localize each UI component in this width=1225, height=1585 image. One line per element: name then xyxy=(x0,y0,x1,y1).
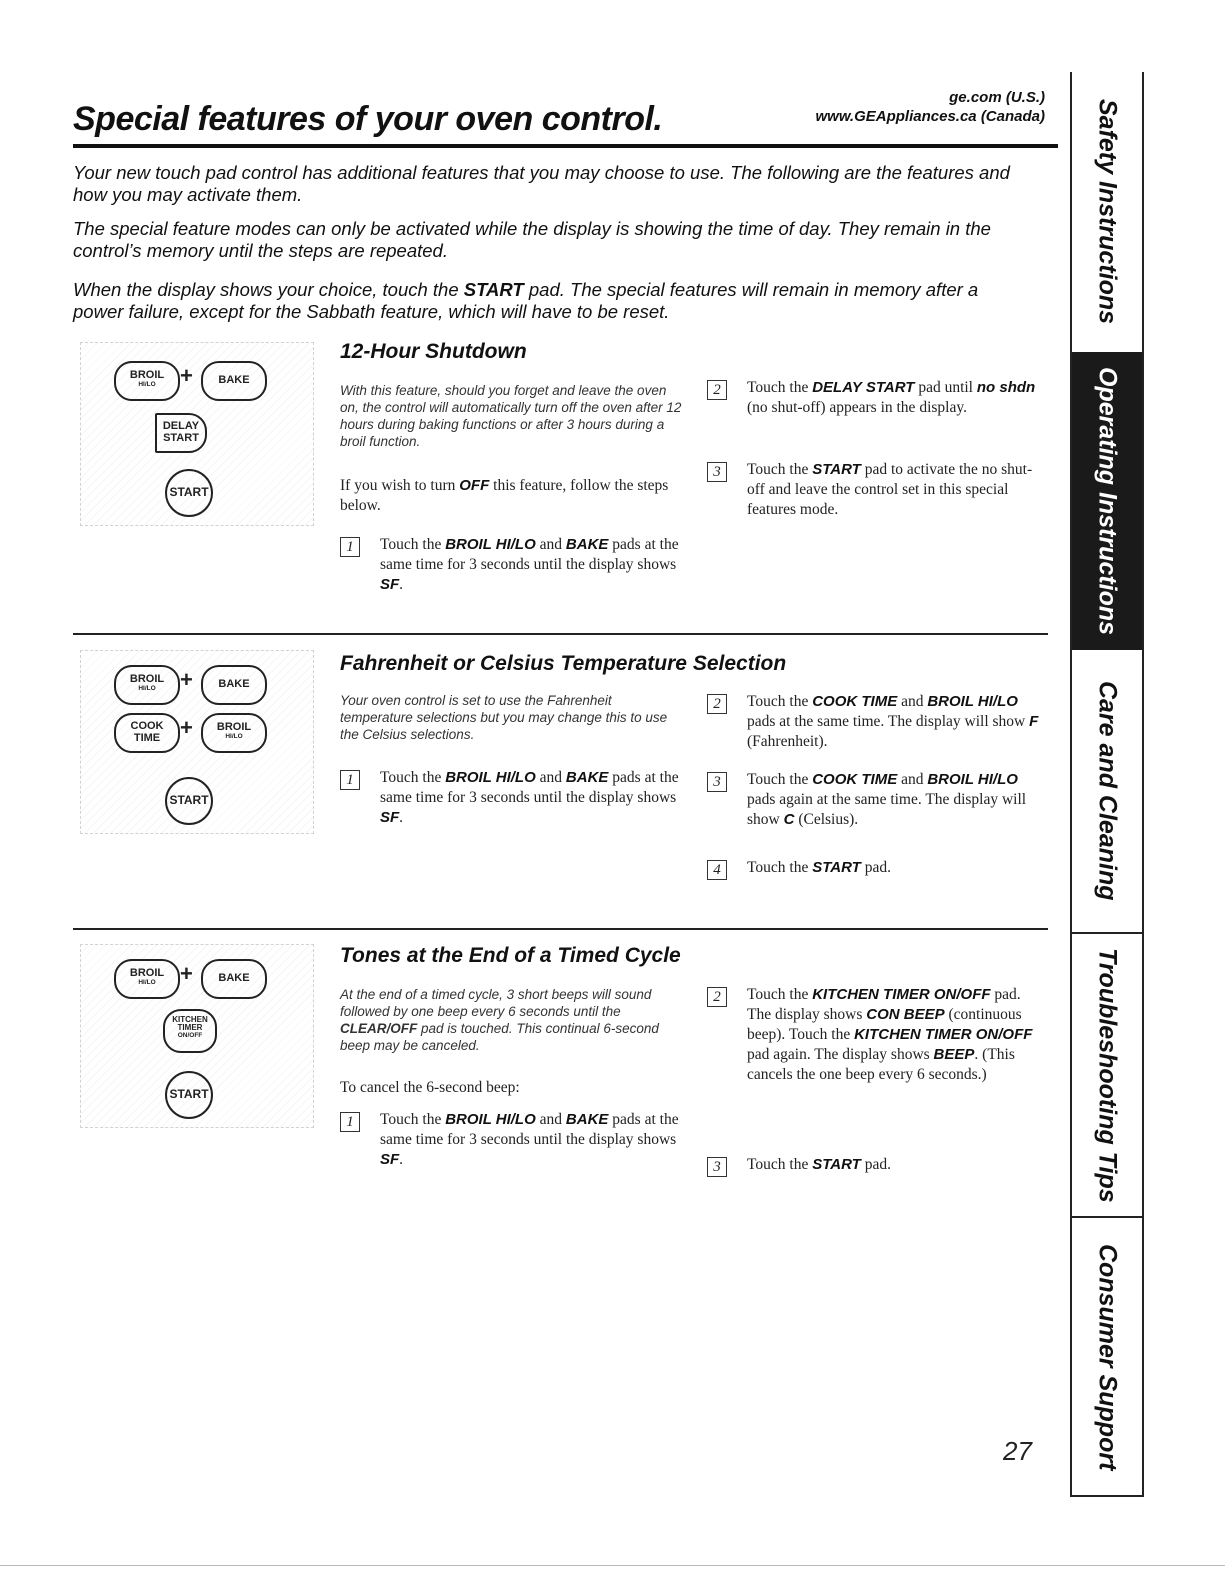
start-pad: START xyxy=(165,777,213,825)
header-links xyxy=(815,88,1045,126)
tones-note: At the end of a timed cycle, 3 short beeps will sound followed by one beep every 6 seconds until the CLEAR/OFF pad is touched. This continual 6-second beep may be canceled. xyxy=(340,987,659,1053)
page-number: 27 xyxy=(1003,1436,1032,1466)
tones-lead: To cancel the 6-second beep: xyxy=(340,1079,520,1096)
start-pad: START xyxy=(165,1071,213,1119)
section-title-shutdown: 12-Hour Shutdown xyxy=(340,340,527,363)
section-title-tones: Tones at the End of a Timed Cycle xyxy=(340,944,681,967)
tab-operating-instructions[interactable]: Operating Instructions xyxy=(1072,352,1142,650)
intro-paragraph-2: The special feature modes can only be activated while the display is showing the time of day. They remain in the control’s memory until the steps are repeated. xyxy=(73,218,991,261)
intro-paragraph-3: When the display shows your choice, touch the START pad. The special features will remain in memory after a power failure, except for the Sabbath feature, which will have to be reset. xyxy=(73,279,979,322)
step-number: 2 xyxy=(707,987,727,1007)
link-us[interactable]: ge.com (U.S.) xyxy=(949,89,1045,106)
broil-hilo-pad: BROIL HI/LO xyxy=(201,713,267,753)
step-number: 1 xyxy=(340,770,360,790)
bake-pad: BAKE xyxy=(201,665,267,705)
broil-hilo-pad: BROIL HI/LO xyxy=(114,665,180,705)
step-number: 3 xyxy=(707,462,727,482)
shutdown-pad-illustration xyxy=(80,342,314,526)
tones-pad-illustration xyxy=(80,944,314,1128)
cook-time-pad: COOK TIME xyxy=(114,713,180,753)
step-number: 2 xyxy=(707,694,727,714)
tab-consumer-support[interactable]: Consumer Support xyxy=(1093,1244,1122,1471)
plus-sign: + xyxy=(180,715,193,740)
start-keyword: START xyxy=(463,279,524,300)
plus-sign: + xyxy=(180,961,193,986)
link-canada[interactable]: www.GEAppliances.ca (Canada) xyxy=(815,108,1045,125)
plus-sign: + xyxy=(180,667,193,692)
temp-pad-illustration xyxy=(80,650,314,834)
intro-paragraph-1: Your new touch pad control has additional features that you may choose to use. The following are the features and how you may activate them. xyxy=(73,162,1010,205)
section-tab-bar xyxy=(1070,72,1144,1497)
shutdown-note: With this feature, should you forget and leave the oven on, the control will automatically turn off the oven after 12 hours during baking functions or after 3 hours during a broil function. xyxy=(340,383,682,449)
step-number: 4 xyxy=(707,860,727,880)
section-divider xyxy=(73,928,1048,930)
tab-divider xyxy=(1072,1495,1142,1497)
scan-edge-line xyxy=(0,1565,1225,1566)
plus-sign: + xyxy=(180,363,193,388)
tab-care-and-cleaning[interactable]: Care and Cleaning xyxy=(1093,681,1122,901)
section-divider xyxy=(73,633,1048,635)
tab-troubleshooting-tips[interactable]: Troubleshooting Tips xyxy=(1093,947,1122,1203)
step-number: 1 xyxy=(340,1112,360,1132)
bake-pad: BAKE xyxy=(201,959,267,999)
broil-hilo-pad: BROIL HI/LO xyxy=(114,361,180,401)
delay-start-pad: DELAY START xyxy=(155,413,207,453)
temp-note: Your oven control is set to use the Fahrenheit temperature selections but you may change this to use the Celsius selections. xyxy=(340,693,668,742)
section-title-temperature: Fahrenheit or Celsius Temperature Selection xyxy=(340,652,787,675)
step-number: 3 xyxy=(707,1157,727,1177)
shutdown-lead: If you wish to turn OFF this feature, follow the steps below. xyxy=(340,477,669,514)
start-pad: START xyxy=(165,469,213,517)
broil-hilo-pad: BROIL HI/LO xyxy=(114,959,180,999)
tab-safety-instructions[interactable]: Safety Instructions xyxy=(1093,99,1122,325)
kitchen-timer-pad: KITCHEN TIMER ON/OFF xyxy=(163,1009,217,1053)
step-number: 2 xyxy=(707,380,727,400)
step-number: 3 xyxy=(707,772,727,792)
page-title: Special features of your oven control. xyxy=(73,100,663,138)
header-rule xyxy=(73,144,1058,148)
step-number: 1 xyxy=(340,537,360,557)
bake-pad: BAKE xyxy=(201,361,267,401)
